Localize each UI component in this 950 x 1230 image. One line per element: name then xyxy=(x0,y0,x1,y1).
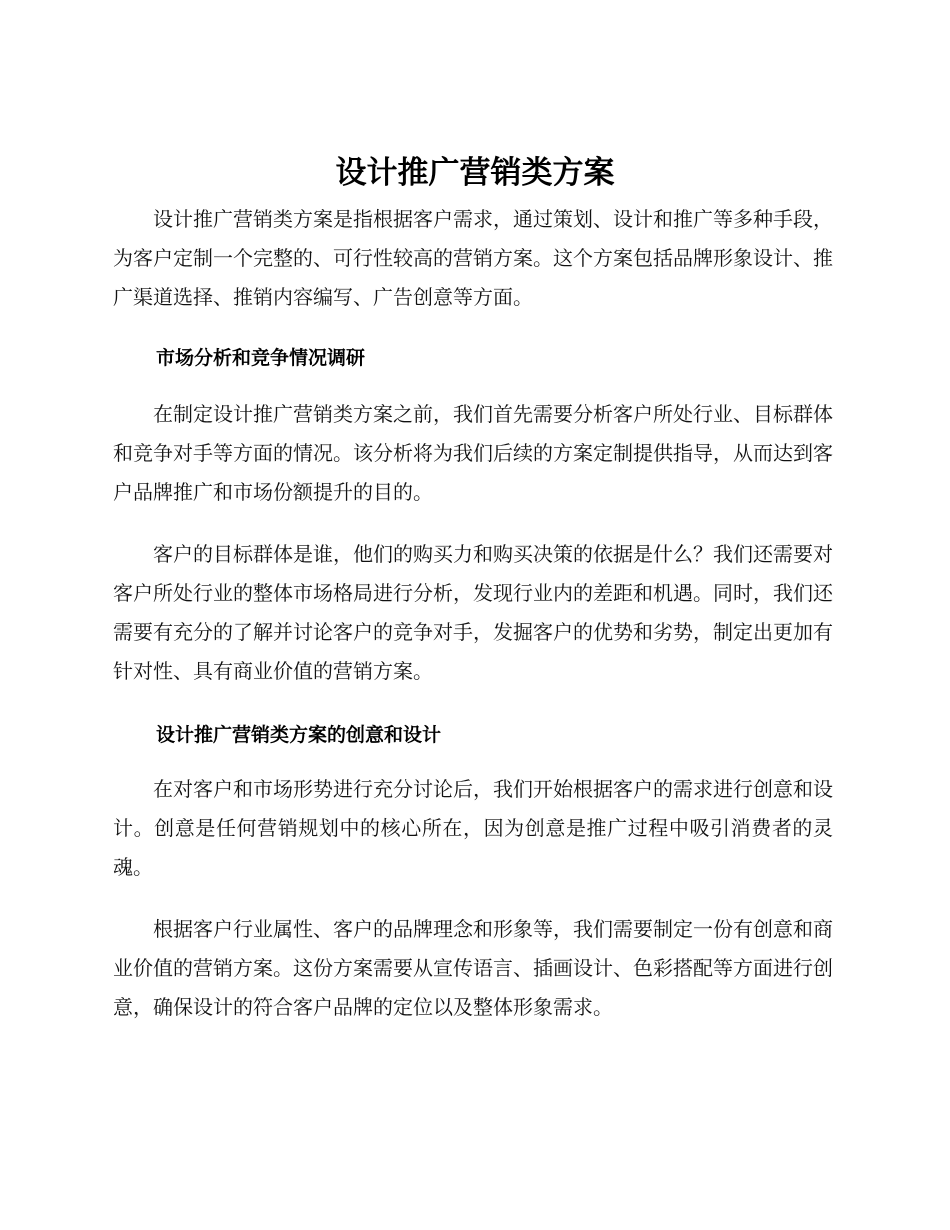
document-title: 设计推广营销类方案 xyxy=(335,155,615,191)
section-paragraph: 客户的目标群体是谁，他们的购买力和购买决策的依据是什么？我们还需要对客户所处行业的整体市场格局进行分析，发现行业内的差距和机遇。同时，我们还需要有充分的了解并讨论客户的竞争对手，发掘客户的优势和劣势，制定出更加有针对性、具有商业价值的营销方案。 xyxy=(113,542,833,683)
section-heading-market-analysis: 市场分析和竞争情况调研 xyxy=(156,347,366,369)
intro-paragraph: 设计推广营销类方案是指根据客户需求，通过策划、设计和推广等多种手段，为客户定制一个完整的、可行性较高的营销方案。这个方案包括品牌形象设计、推广渠道选择、推销内容编写、广告创意等方面。 xyxy=(113,207,833,309)
section-paragraph: 在对客户和市场形势进行充分讨论后，我们开始根据客户的需求进行创意和设计。创意是任何营销规划中的核心所在，因为创意是推广过程中吸引消费者的灵魂。 xyxy=(113,777,833,879)
section-paragraph: 根据客户行业属性、客户的品牌理念和形象等，我们需要制定一份有创意和商业价值的营销方案。这份方案需要从宣传语言、插画设计、色彩搭配等方面进行创意，确保设计的符合客户品牌的定位以及整体形象需求。 xyxy=(113,917,833,1019)
section-paragraph: 在制定设计推广营销类方案之前，我们首先需要分析客户所处行业、目标群体和竞争对手等方面的情况。该分析将为我们后续的方案定制提供指导，从而达到客户品牌推广和市场份额提升的目的。 xyxy=(113,402,833,504)
section-heading-creative-design: 设计推广营销类方案的创意和设计 xyxy=(156,724,442,746)
